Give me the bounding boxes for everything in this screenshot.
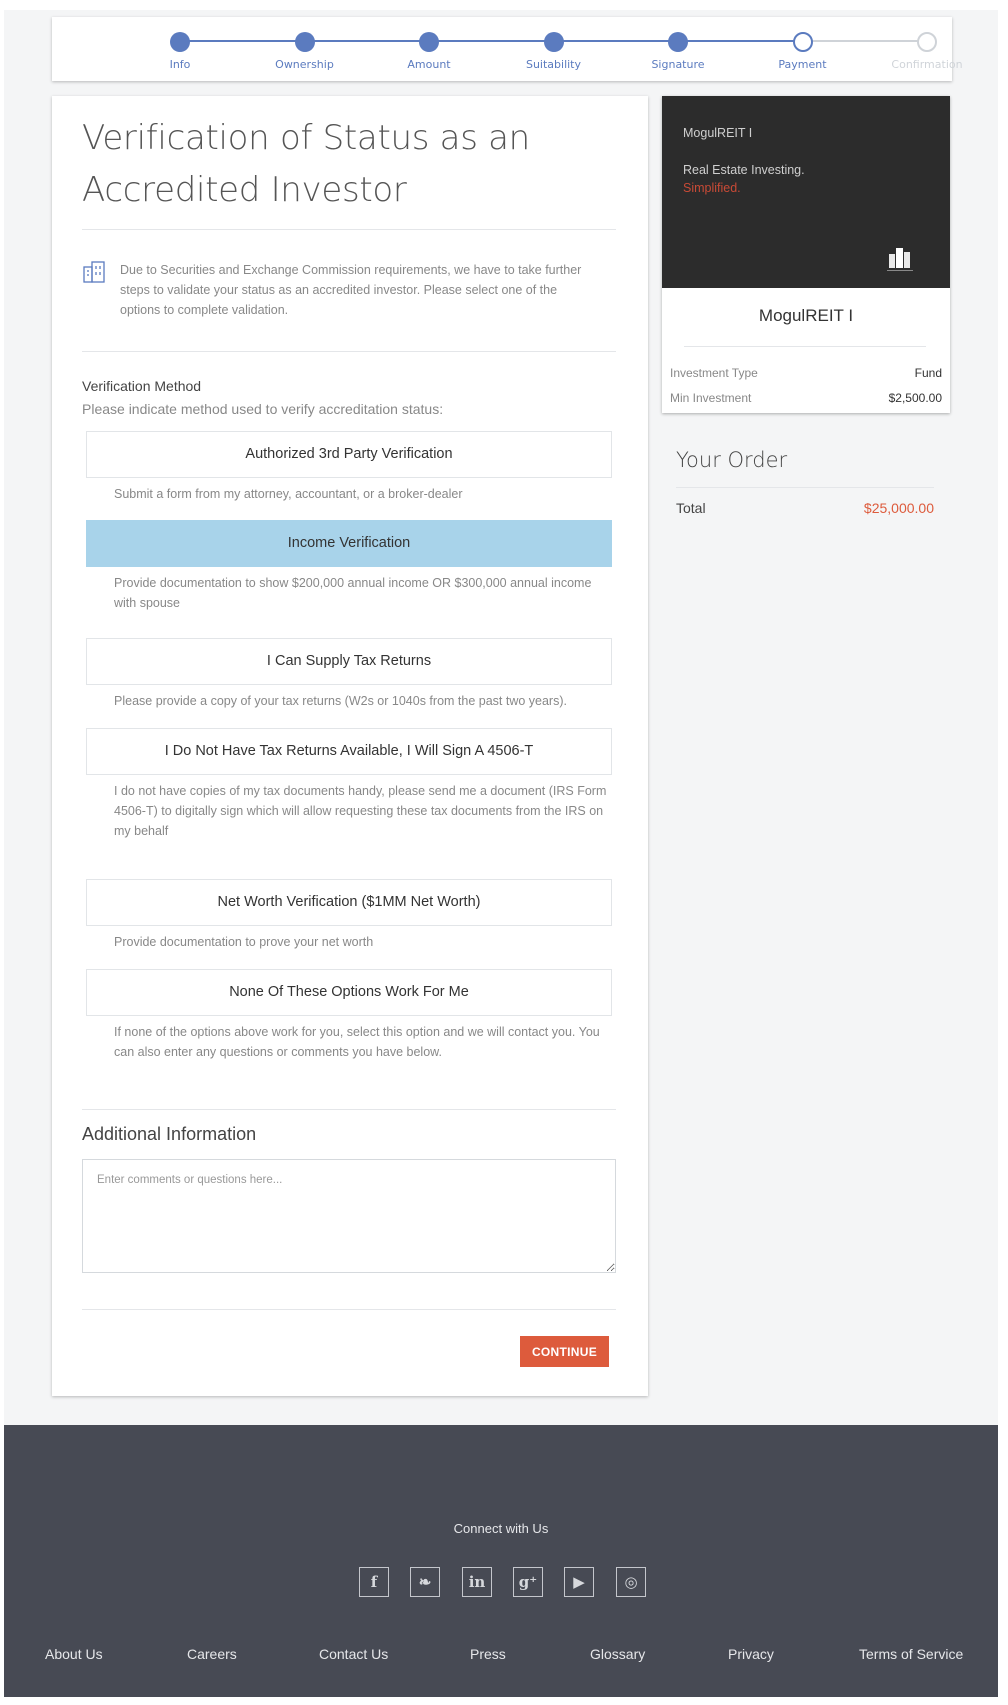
hero-tagline: Real Estate Investing.	[683, 163, 805, 177]
verification-option-button[interactable]: None Of These Options Work For Me	[86, 969, 612, 1016]
min-investment-row	[670, 391, 942, 405]
progress-step-label: Confirmation	[891, 58, 963, 71]
additional-information-label: Additional Information	[82, 1124, 257, 1144]
divider	[82, 229, 616, 230]
building-icon	[82, 260, 106, 284]
footer-link-glossary[interactable]: Glossary	[590, 1646, 646, 1662]
investment-type-value: Fund	[914, 366, 942, 380]
progress-step-dot	[419, 32, 439, 52]
verification-option-button[interactable]: Income Verification	[86, 520, 612, 567]
connect-with-us-label: Connect with Us	[453, 1521, 549, 1536]
continue-button[interactable]: CONTINUE	[520, 1336, 609, 1367]
order-title: Your Order	[676, 448, 788, 472]
progress-step-label: Info	[169, 58, 191, 71]
facebook-icon[interactable]: f	[359, 1567, 389, 1597]
footer-link-contact-us[interactable]: Contact Us	[319, 1646, 389, 1662]
youtube-icon[interactable]: ▶	[564, 1567, 594, 1597]
product-name: MogulREIT I	[758, 306, 854, 325]
hero-brand-text: MogulREIT I	[683, 126, 753, 140]
progress-step-label: Ownership	[275, 58, 334, 71]
min-investment-value: $2,500.00	[888, 391, 942, 405]
comments-textarea[interactable]	[82, 1159, 616, 1273]
verification-option-description: Please provide a copy of your tax returns (W2s or 1040s from the past two years).	[114, 694, 567, 708]
divider	[684, 346, 926, 347]
footer-link-press[interactable]: Press	[470, 1646, 506, 1662]
verification-option-description: I do not have copies of my tax documents handy, please send me a document (IRS Form 4506-T) to digitally sign which will allow requesting these tax documents from the IRS on my behalf	[114, 784, 607, 838]
progress-step-dot	[793, 32, 813, 52]
min-investment-label: Min Investment	[670, 391, 752, 405]
investment-type-label: Investment Type	[670, 366, 758, 380]
order-total-value: $25,000.00	[863, 500, 934, 516]
verification-method-label: Verification Method	[82, 378, 202, 394]
divider	[82, 351, 616, 352]
footer-link-terms-of-service[interactable]: Terms of Service	[859, 1646, 964, 1662]
verification-option-description: Submit a form from my attorney, accountant, or a broker-dealer	[114, 487, 463, 501]
footer-link-about-us[interactable]: About Us	[45, 1646, 103, 1662]
verification-option-description: Provide documentation to show $200,000 annual income OR $300,000 annual income with spouse	[114, 576, 592, 610]
verification-card	[52, 96, 648, 1396]
progress-step-label: Suitability	[525, 58, 582, 71]
progress-step-label: Signature	[651, 58, 705, 71]
verification-option-button[interactable]: I Can Supply Tax Returns	[86, 638, 612, 685]
progress-step-dot	[544, 32, 564, 52]
progress-step-label: Amount	[407, 58, 451, 71]
linkedin-icon[interactable]: in	[462, 1567, 492, 1597]
verification-method-instructions: Please indicate method used to verify accreditation status:	[82, 401, 444, 417]
progress-line-remaining	[803, 40, 928, 42]
verification-option-description: Provide documentation to prove your net worth	[114, 935, 374, 949]
investment-type-row	[670, 366, 942, 380]
progress-stepper	[52, 17, 963, 81]
product-card	[662, 96, 950, 413]
footer-link-privacy[interactable]: Privacy	[728, 1646, 774, 1662]
building-logo-icon	[885, 244, 915, 272]
progress-step-dot	[295, 32, 315, 52]
progress-step-dot	[917, 32, 937, 52]
progress-step-dot	[170, 32, 190, 52]
order-total-label: Total	[676, 500, 706, 516]
verification-option-button[interactable]: Authorized 3rd Party Verification	[86, 431, 612, 478]
divider	[82, 1109, 616, 1110]
divider	[82, 1309, 616, 1310]
verification-option-button[interactable]: Net Worth Verification ($1MM Net Worth)	[86, 879, 612, 926]
verification-option-button[interactable]: I Do Not Have Tax Returns Available, I Will Sign A 4506-T	[86, 728, 612, 775]
progress-step-dot	[668, 32, 688, 52]
accreditation-notice: Due to Securities and Exchange Commission requirements, we have to take further steps to validate your status as an accredited investor. Please select one of the options to complete validation.	[120, 263, 582, 317]
instagram-icon[interactable]: ◎	[616, 1567, 646, 1597]
google-plus-icon[interactable]: g⁺	[513, 1567, 543, 1597]
twitter-icon[interactable]: ❧	[410, 1567, 440, 1597]
hero-tagline-accent: Simplified.	[683, 181, 741, 195]
product-hero-image	[662, 96, 950, 288]
verification-option-description: If none of the options above work for you, select this option and we will contact you. You can also enter any questions or comments you have below.	[114, 1025, 600, 1059]
page-title: Verification of Status as an Accredited Investor	[82, 118, 530, 210]
footer-link-careers[interactable]: Careers	[187, 1646, 237, 1662]
progress-step-label: Payment	[778, 58, 827, 71]
progress-line-complete	[180, 40, 803, 42]
divider	[676, 487, 934, 488]
footer	[4, 1425, 998, 1697]
